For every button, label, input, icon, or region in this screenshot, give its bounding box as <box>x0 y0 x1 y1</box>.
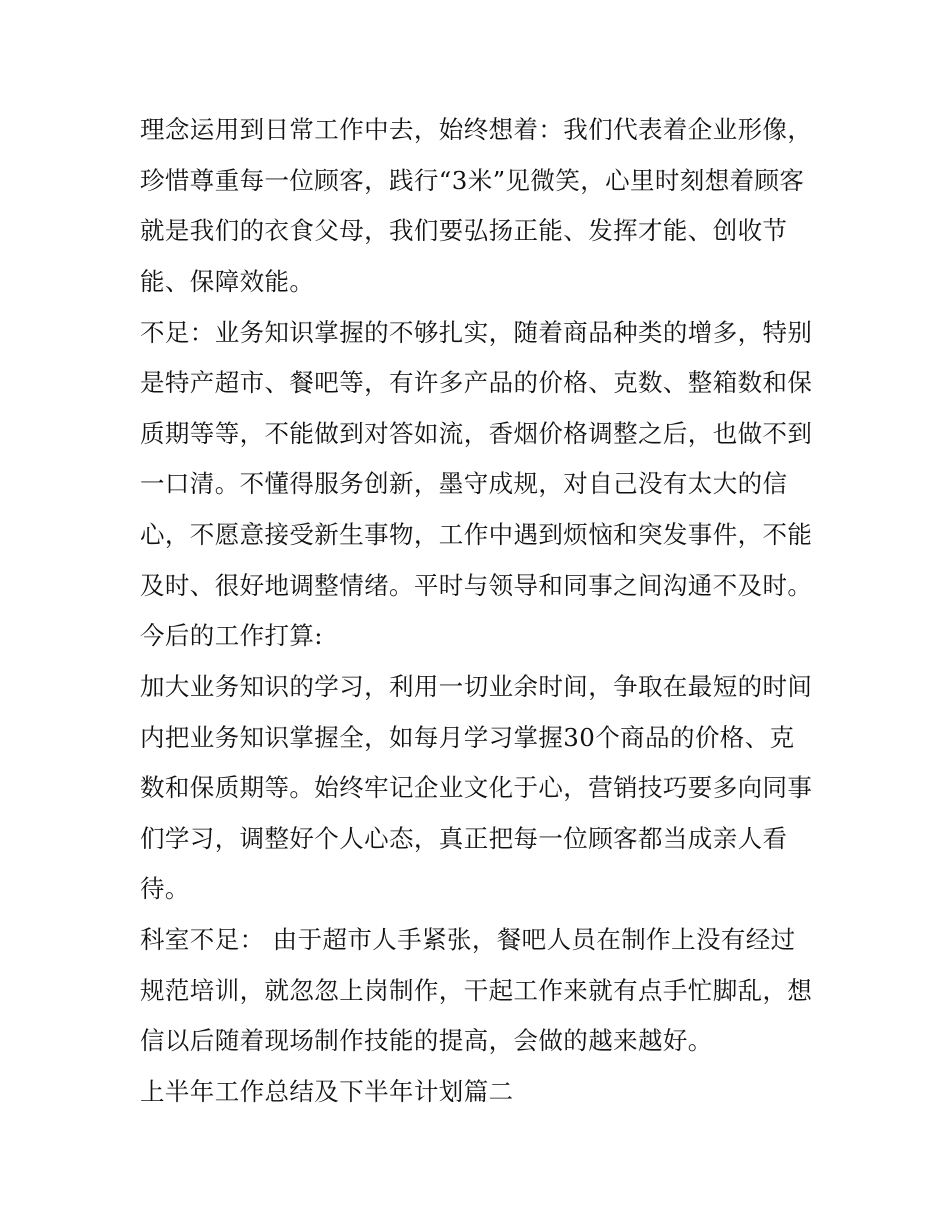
text-line: 不足：业务知识掌握的不够扎实，随着商品种类的增多，特别 <box>140 318 813 347</box>
text-line: 数和保质期等。始终牢记企业文化于心，营销技巧要多向同事 <box>140 773 813 802</box>
text-line: 是特产超市、餐吧等，有许多产品的价格、克数、整箱数和保 <box>140 368 813 397</box>
text-line: 内把业务知识掌握全，如每月学习掌握30个商品的价格、克 <box>140 723 795 752</box>
text-line: 一口清。不懂得服务创新，墨守成规，对自己没有太大的信 <box>140 469 788 498</box>
text-line: 珍惜尊重每一位顾客，践行“3米”见微笑，心里时刻想着顾客 <box>140 166 805 195</box>
text-line: 今后的工作打算: <box>140 621 323 650</box>
text-line: 加大业务知识的学习，利用一切业余时间，争取在最短的时间 <box>140 672 813 701</box>
text-line: 们学习，调整好个人心态，真正把每一位顾客都当成亲人看 <box>140 824 788 853</box>
text-line: 待。 <box>140 874 190 903</box>
text-line: 就是我们的衣食父母，我们要弘扬正能、发挥才能、创收节 <box>140 216 788 245</box>
text-line: 规范培训，就忽忽上岗制作，干起工作来就有点手忙脚乱，想 <box>140 976 813 1005</box>
text-line: 能、保障效能。 <box>140 267 315 296</box>
text-line: 科室不足： 由于超市人手紧张，餐吧人员在制作上没有经过 <box>140 925 796 954</box>
text-line: 心，不愿意接受新生事物，工作中遇到烦恼和突发事件，不能 <box>140 520 813 549</box>
text-line: 质期等等，不能做到对答如流，香烟价格调整之后，也做不到 <box>140 419 813 448</box>
text-line: 及时、很好地调整情绪。平时与领导和同事之间沟通不及时。 <box>140 571 813 600</box>
text-line: 理念运用到日常工作中去，始终想着：我们代表着企业形像， <box>140 115 813 144</box>
text-line: 信以后随着现场制作技能的提高，会做的越来越好。 <box>140 1026 713 1055</box>
section-heading: 上半年工作总结及下半年计划篇二 <box>140 1077 514 1106</box>
